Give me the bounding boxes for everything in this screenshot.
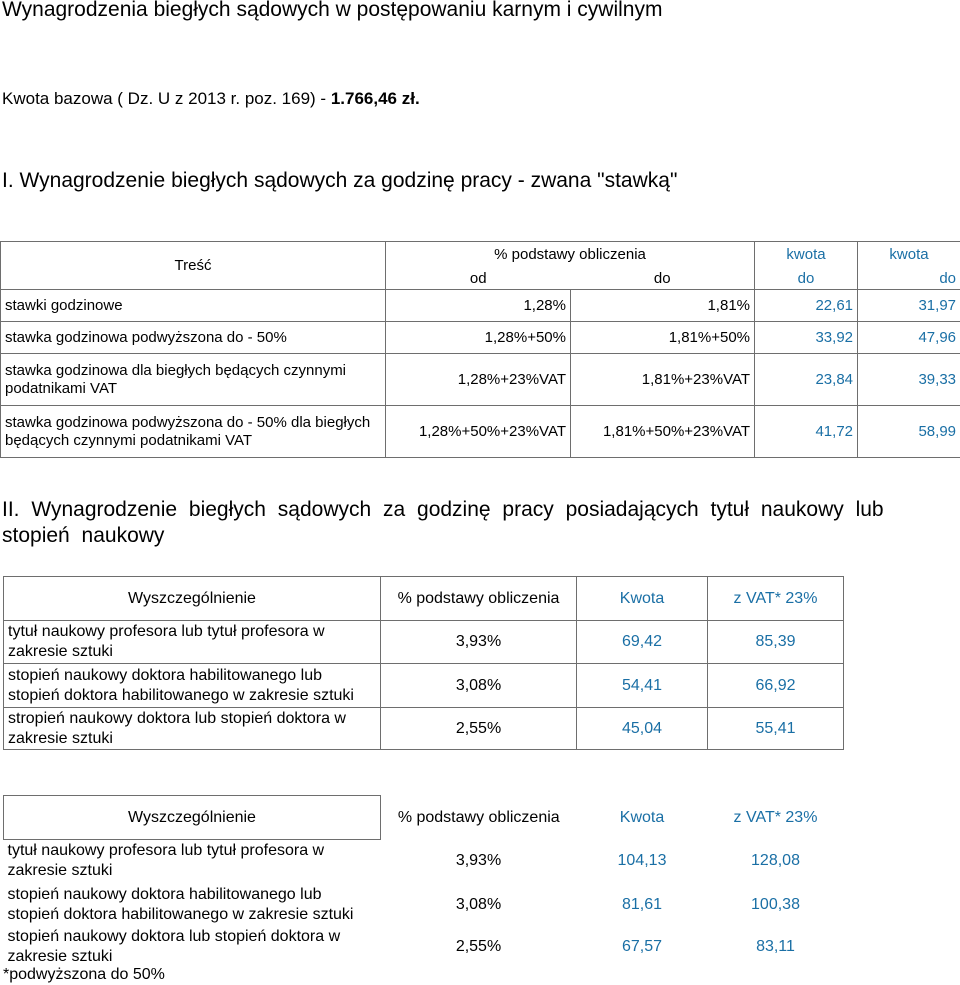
row-label: stawka godzinowa podwyższona do - 50%	[1, 322, 386, 354]
kwota-bazowa-label: Kwota bazowa ( Dz. U z 2013 r. poz. 169) -	[2, 89, 331, 108]
kwota-bazowa-value: 1.766,46 zł.	[330, 89, 420, 108]
header-kwota-1: kwota	[755, 242, 858, 269]
academic-rates-table	[3, 576, 844, 750]
row-vat: 55,41	[708, 708, 844, 750]
row-label: stopień naukowy doktora habilitowanego lub stopień doktora habilitowanego w zakresie sztuki	[4, 664, 381, 708]
row-label: tytuł naukowy profesora lub tytuł profesora w zakresie sztuki	[7, 842, 325, 880]
header-percent: % podstawy obliczenia	[381, 577, 577, 621]
row-do: 1,81%	[571, 290, 755, 322]
table-row	[1, 322, 960, 354]
row-kwota1: 22,61	[755, 290, 858, 322]
footnote: *podwyższona do 50%	[3, 966, 165, 983]
row-od: 1,28%	[386, 290, 571, 322]
hourly-rates-table	[0, 241, 960, 458]
table-row	[4, 621, 844, 664]
row-pct: 3,93%	[455, 852, 502, 869]
header-do-kwota2: do	[858, 269, 960, 290]
header-percent: % podstawy obliczenia	[386, 242, 755, 269]
row-do: 1,81%+50%	[571, 322, 755, 354]
row-kwota2: 47,96	[858, 322, 960, 354]
row-kwota: 81,61	[621, 895, 663, 913]
row-pct: 2,55%	[381, 708, 577, 750]
row-kwota1: 23,84	[755, 354, 858, 406]
row-label: stawki godzinowe	[1, 290, 386, 322]
row-kwota: 54,41	[577, 664, 708, 708]
row-kwota: 69,42	[577, 621, 708, 664]
academic-rates-raised-table	[3, 795, 844, 967]
row-kwota: 45,04	[577, 708, 708, 750]
header-kwota-2: kwota	[858, 242, 960, 269]
header-do-kwota1: do	[755, 269, 858, 290]
table-row	[4, 708, 844, 750]
row-do: 1,81%+50%+23%VAT	[571, 406, 755, 458]
header-kwota: Kwota	[619, 808, 665, 826]
page-title: Wynagrodzenia biegłych sądowych w postępowaniu karnym i cywilnym	[2, 0, 663, 21]
row-label: stopień naukowy doktora habilitowanego lub stopień doktora habilitowanego w zakresie sztuki	[7, 885, 354, 923]
row-pct: 3,08%	[455, 895, 502, 913]
table-row	[1, 406, 960, 458]
row-kwota1: 33,92	[755, 322, 858, 354]
section1-heading: I. Wynagrodzenie biegłych sądowych za godzinę pracy - zwana "stawką"	[2, 169, 678, 192]
row-od: 1,28%+50%	[386, 322, 571, 354]
row-kwota: 104,13	[617, 852, 667, 869]
table-row	[4, 840, 844, 883]
table-row	[1, 354, 960, 406]
header-tresc: Treść	[1, 242, 386, 290]
row-label: stawka godzinowa podwyższona do - 50% dla biegłych będących czynnymi podatnikami VAT	[1, 406, 386, 458]
header-kwota: Kwota	[577, 577, 708, 621]
table-row	[1, 290, 960, 322]
row-vat: 128,08	[751, 852, 800, 869]
header-percent: % podstawy obliczenia	[397, 808, 560, 826]
header-wyszczegolnienie: Wyszczególnienie	[4, 577, 381, 621]
row-label: stopień naukowy doktora lub stopień doktora w zakresie sztuki	[7, 927, 341, 965]
header-wyszczegolnienie: Wyszczególnienie	[4, 796, 381, 840]
row-pct: 3,08%	[381, 664, 577, 708]
row-pct: 3,93%	[381, 621, 577, 664]
row-kwota2: 39,33	[858, 354, 960, 406]
row-pct: 2,55%	[455, 937, 502, 955]
row-label: stawka godzinowa dla biegłych będących czynnymi podatnikami VAT	[1, 354, 386, 406]
table-row	[4, 664, 844, 708]
header-vat: z VAT* 23%	[733, 808, 818, 826]
row-do: 1,81%+23%VAT	[571, 354, 755, 406]
row-vat: 83,11	[756, 937, 795, 955]
row-kwota2: 58,99	[858, 406, 960, 458]
row-label: stropień naukowy doktora lub stopień doktora w zakresie sztuki	[4, 708, 381, 750]
header-do: do	[571, 269, 755, 290]
row-vat: 66,92	[708, 664, 844, 708]
table-row	[4, 927, 844, 967]
header-vat: z VAT* 23%	[708, 577, 844, 621]
row-od: 1,28%+50%+23%VAT	[386, 406, 571, 458]
header-od: od	[386, 269, 571, 290]
row-kwota2: 31,97	[858, 290, 960, 322]
row-od: 1,28%+23%VAT	[386, 354, 571, 406]
row-kwota1: 41,72	[755, 406, 858, 458]
kwota-bazowa	[2, 88, 420, 110]
table-row	[4, 883, 844, 927]
section2-heading: II. Wynagrodzenie biegłych sądowych za godzinę pracy posiadających tytuł naukowy lub stopień naukowy	[2, 498, 884, 547]
row-kwota: 67,57	[621, 937, 663, 955]
row-vat: 100,38	[751, 895, 800, 913]
row-label: tytuł naukowy profesora lub tytuł profesora w zakresie sztuki	[4, 621, 381, 664]
row-vat: 85,39	[708, 621, 844, 664]
